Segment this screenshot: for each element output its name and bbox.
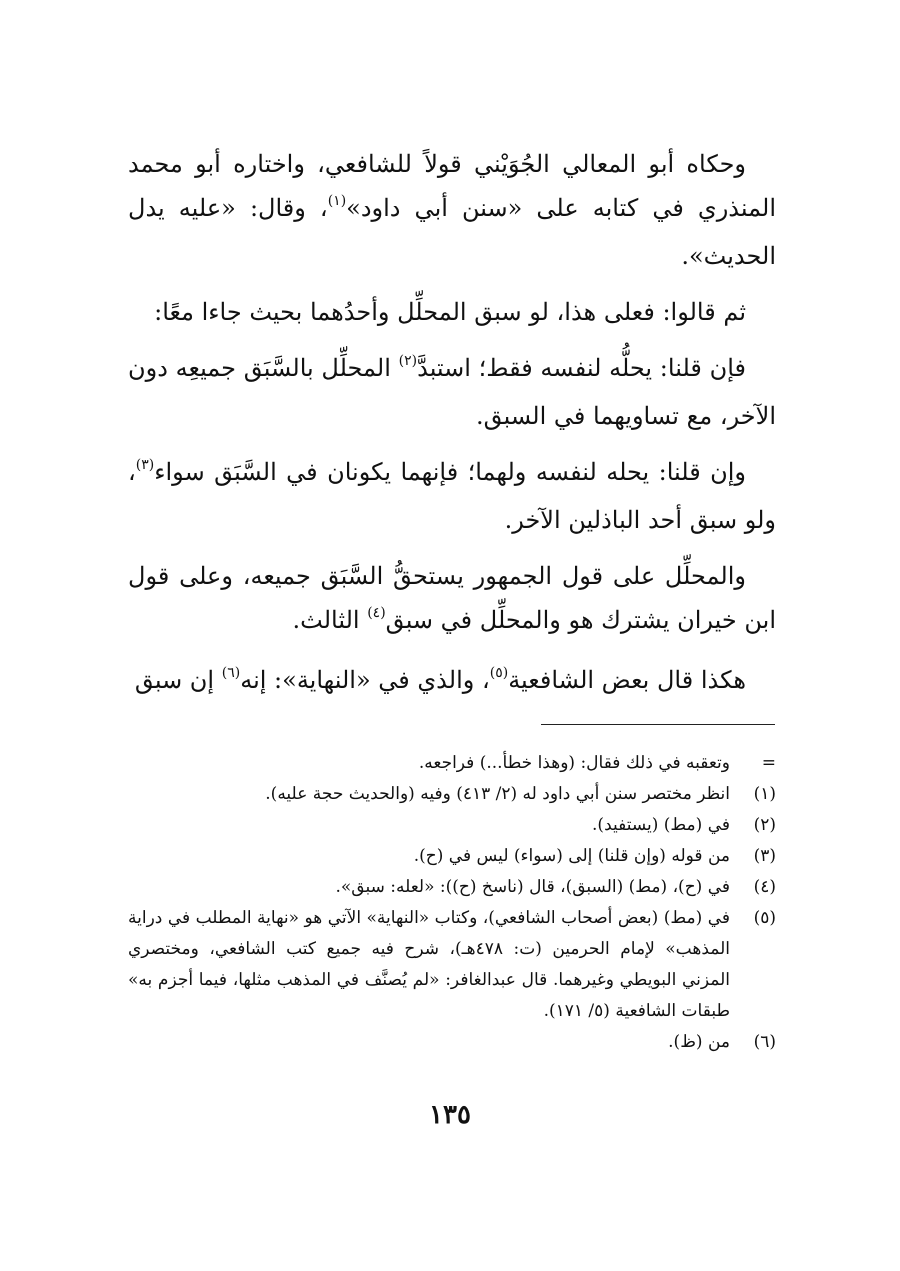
footnote-text: من قوله (وإن قلنا) إلى (سواء) ليس في (ح). — [413, 846, 730, 866]
paragraph — [128, 450, 776, 542]
paragraph-text: والمحلِّل على قول الجمهور يستحقُّ السَّبَق جميعه، وعلى قول ابن خيران يشترك هو والمحلِّل في سبق — [128, 562, 776, 634]
footnote-separator — [541, 724, 775, 725]
footnote-number: (٣) — [753, 846, 776, 866]
paragraph-text: وحكاه أبو المعالي الجُوَيْني قولاً للشافعي، واختاره أبو محمد المنذري في كتابه على «سنن أبي داود» — [128, 150, 776, 222]
footnote-ref: (٤) — [367, 605, 386, 621]
paragraph-text: المحلِّل بالسَّبَق جميعِه دون الآخر، مع تساويهما في السبق. — [128, 354, 776, 430]
footnote-2 — [128, 810, 776, 841]
footnote-ref: (٦) — [221, 665, 241, 681]
paragraph-text: ثم قالوا: فعلى هذا، لو سبق المحلِّل وأحدُهما بحيث جاءا معًا: — [154, 298, 746, 326]
paragraph — [128, 658, 776, 706]
footnote-number: (٤) — [753, 877, 776, 897]
footnote-number: (٦) — [753, 1032, 776, 1052]
paragraph-text: ، ولو سبق أحد الباذلين الآخر. — [128, 458, 776, 534]
continuation-text: وتعقبه في ذلك فقال: (وهذا خطأ...) فراجعه. — [418, 753, 730, 773]
footnote-ref: (٥) — [489, 665, 509, 681]
footnote-ref: (٢) — [398, 353, 418, 369]
footnote-text: في (مط) (بعض أصحاب الشافعي)، وكتاب «النهاية» الآتي هو «نهاية المطلب في دراية المذهب» لإمام الحرمين (ت: ٤٧٨هـ)، شرح فيه جميع كتب الشافعي، ومختصري المزني البويطي وغيرهما. قال عبدالغافر: «لم يُصنَّف في المذهب مثلها، فيما أجزم به» طبقات الشافعية (٥/ ١٧١). — [128, 908, 730, 1021]
footnote-text: انظر مختصر سنن أبي داود له (٢/ ٤١٣) وفيه (والحديث حجة عليه). — [265, 784, 730, 804]
paragraph — [128, 346, 776, 438]
continuation-marker: = — [761, 753, 776, 773]
paragraph-text: فإن قلنا: يحلُّه لنفسه فقط؛ استبدَّ — [417, 354, 746, 382]
paragraph-text: إن سبق — [134, 666, 222, 694]
footnotes — [128, 748, 776, 1058]
footnote-1 — [128, 779, 776, 810]
footnote-text: من (ظ). — [668, 1032, 730, 1052]
footnote-number: (٥) — [753, 908, 776, 928]
paragraph-text: هكذا قال بعض الشافعية — [508, 666, 746, 694]
footnote-number: (١) — [753, 784, 776, 804]
main-text — [128, 142, 776, 718]
paragraph — [128, 142, 776, 278]
page-number: ١٣٥ — [429, 1100, 471, 1130]
footnote-continuation — [128, 748, 776, 779]
paragraph-text: ، والذي في «النهاية»: إنه — [240, 666, 490, 694]
footnote-text: في (مط) (يستفيد). — [592, 815, 730, 835]
footnote-5 — [128, 903, 776, 1027]
footnote-3 — [128, 841, 776, 872]
paragraph — [128, 290, 776, 334]
footnote-4 — [128, 872, 776, 903]
footnote-text: في (ح)، (مط) (السبق)، قال (ناسخ (ح)): «لعله: سبق». — [335, 877, 730, 897]
paragraph-text: وإن قلنا: يحله لنفسه ولهما؛ فإنهما يكونان في السَّبَق سواء — [154, 458, 746, 486]
footnote-ref: (١) — [327, 193, 347, 209]
paragraph — [128, 554, 776, 646]
footnote-number: (٢) — [753, 815, 776, 835]
paragraph-text: الثالث. — [292, 606, 368, 634]
footnote-6 — [128, 1027, 776, 1058]
paragraph-text: ، وقال: «عليه يدل الحديث». — [128, 194, 776, 270]
footnote-ref: (٣) — [135, 457, 155, 473]
